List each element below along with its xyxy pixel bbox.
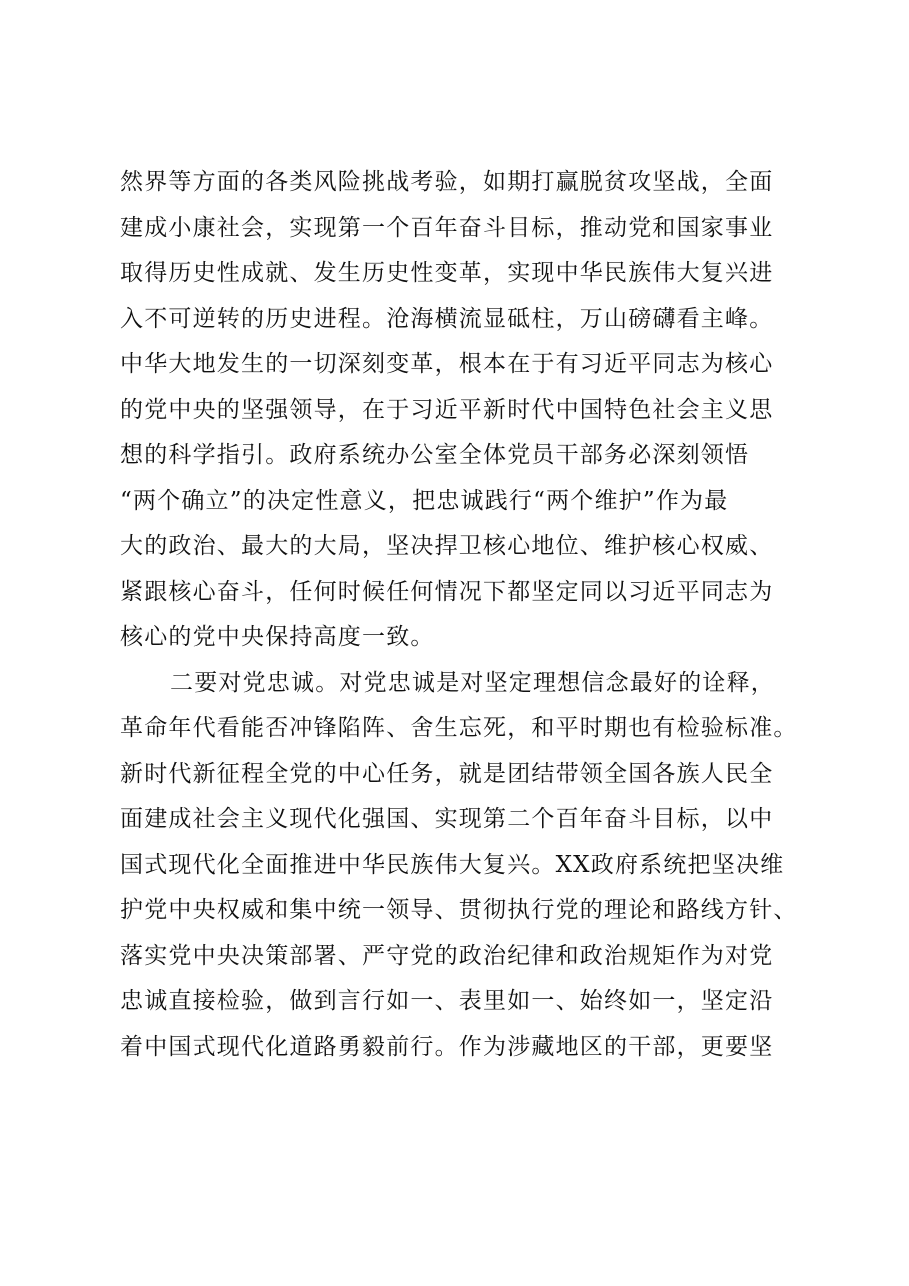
paragraph-2 (120, 661, 820, 1071)
text-line: 忠诚直接检验，做到言行如一、表里如一、始终如一，坚定沿 (120, 988, 774, 1014)
text-line: 落实党中央决策部署、严守党的政治纪律和政治规矩作为对党 (120, 942, 774, 969)
text-line: 国式现代化全面推进中华民族伟大复兴。XX政府系统把坚决维 (120, 851, 785, 878)
text-line: 护党中央权威和集中统一领导、贯彻执行党的理论和路线方针、 (120, 897, 798, 923)
text-line: 紧跟核心奋斗，任何时候任何情况下都坚定同以习近平同志为 (120, 578, 774, 605)
paragraph-1 (120, 160, 820, 661)
text-line: 想的科学指引。政府系统办公室全体党员干部务必深刻领悟 (120, 442, 750, 468)
text-line: 着中国式现代化道路勇毅前行。作为涉藏地区的干部，更要坚 (120, 1033, 774, 1060)
text-line: 的党中央的坚强领导，在于习近平新时代中国特色社会主义思 (120, 396, 774, 423)
text-line: 入不可逆转的历史进程。沧海横流显砥柱，万山磅礴看主峰。 (120, 305, 774, 332)
text-line: 取得历史性成就、发生历史性变革，实现中华民族伟大复兴进 (120, 260, 774, 286)
text-line-indented: 二要对党忠诚。对党忠诚是对坚定理想信念最好的诠释， (170, 669, 775, 696)
text-line: 然界等方面的各类风险挑战考验，如期打赢脱贫攻坚战，全面 (120, 169, 774, 195)
text-line: 面建成社会主义现代化强国、实现第二个百年奋斗目标，以中 (120, 806, 774, 832)
document-body (120, 160, 820, 1070)
text-line: 大的政治、最大的大局，坚决捍卫核心地位、维护核心权威、 (120, 533, 774, 559)
text-line: 中华大地发生的一切深刻变革，根本在于有习近平同志为核心 (120, 351, 774, 377)
text-line: 革命年代看能否冲锋陷阵、舍生忘死，和平时期也有检验标准。 (120, 715, 798, 741)
text-line: 建成小康社会，实现第一个百年奋斗目标，推动党和国家事业 (120, 214, 774, 241)
text-line: 新时代新征程全党的中心任务，就是团结带领全国各族人民全 (120, 760, 774, 787)
text-line: 核心的党中央保持高度一致。 (120, 624, 435, 650)
text-line: “两个确立”的决定性意义，把忠诚践行“两个维护”作为最 (120, 487, 729, 514)
